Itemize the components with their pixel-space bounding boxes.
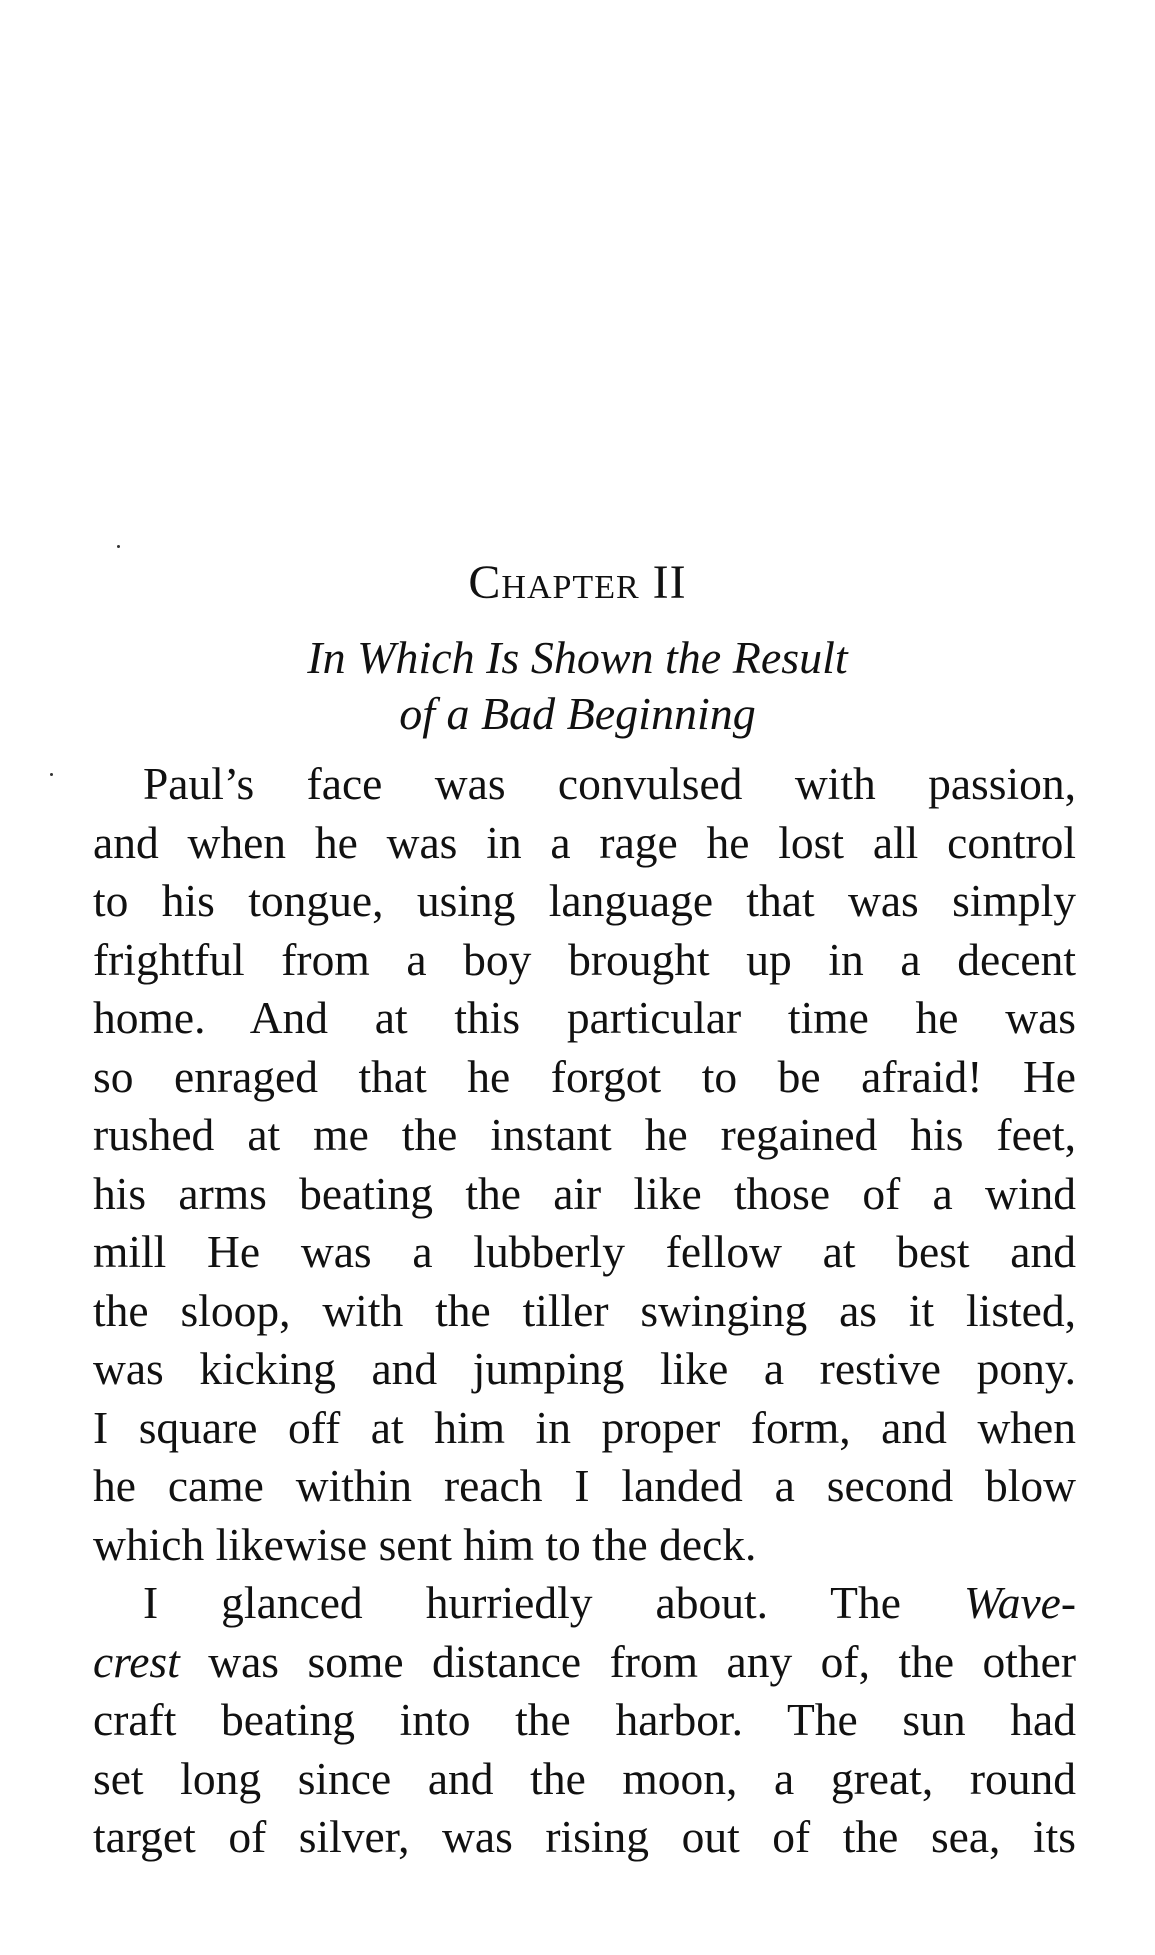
text-line <box>93 1574 1076 1633</box>
text-line: mill He was a lubberly fellow at best and <box>93 1226 1076 1277</box>
chapter-subtitle-line-1: In Which Is Shown the Result <box>307 632 848 683</box>
chapter-heading: Chapter II <box>468 556 687 609</box>
chapter-subtitle-line-2: of a Bad Beginning <box>399 688 756 739</box>
body-text <box>93 755 1076 1867</box>
paragraph-2 <box>93 1574 1076 1867</box>
print-speck <box>117 545 120 548</box>
text-line: which likewise sent him to the deck. <box>93 1518 757 1570</box>
text-line: to his tongue, using language that was simply <box>93 875 1076 926</box>
ship-name-part-1: Wave- <box>963 1577 1076 1628</box>
text-line: target of silver, was rising out of the sea, its <box>93 1811 1076 1862</box>
text-line: and when he was in a rage he lost all control <box>93 816 1076 868</box>
ship-name-part-2: crest <box>93 1635 180 1687</box>
text-line: was kicking and jumping like a restive pony. <box>93 1343 1076 1394</box>
text-line: rushed at me the instant he regained his feet, <box>93 1109 1076 1160</box>
print-speck <box>50 773 53 776</box>
text-run: I glanced hurriedly about. The <box>143 1577 964 1628</box>
text-line: set long since and the moon, a great, round <box>93 1752 1076 1804</box>
text-line: I square off at him in proper form, and when <box>93 1401 1076 1453</box>
text-line <box>93 1633 1076 1692</box>
text-line: craft beating into the harbor. The sun had <box>93 1694 1076 1745</box>
paragraph-1 <box>93 755 1076 1574</box>
text-line: Paul’s face was convulsed with passion, <box>143 758 1076 809</box>
text-run: was some distance from any of, the other <box>179 1635 1076 1687</box>
text-line: frightful from a boy brought up in a decent <box>93 933 1076 985</box>
text-line: the sloop, with the tiller swinging as it listed, <box>93 1284 1076 1336</box>
text-line: so enraged that he forgot to be afraid! He <box>93 1050 1076 1102</box>
chapter-subtitle <box>0 630 1155 742</box>
text-line: home. And at this particular time he was <box>93 992 1076 1043</box>
text-line: his arms beating the air like those of a wind <box>93 1167 1076 1219</box>
text-line: he came within reach I landed a second blow <box>93 1460 1076 1511</box>
